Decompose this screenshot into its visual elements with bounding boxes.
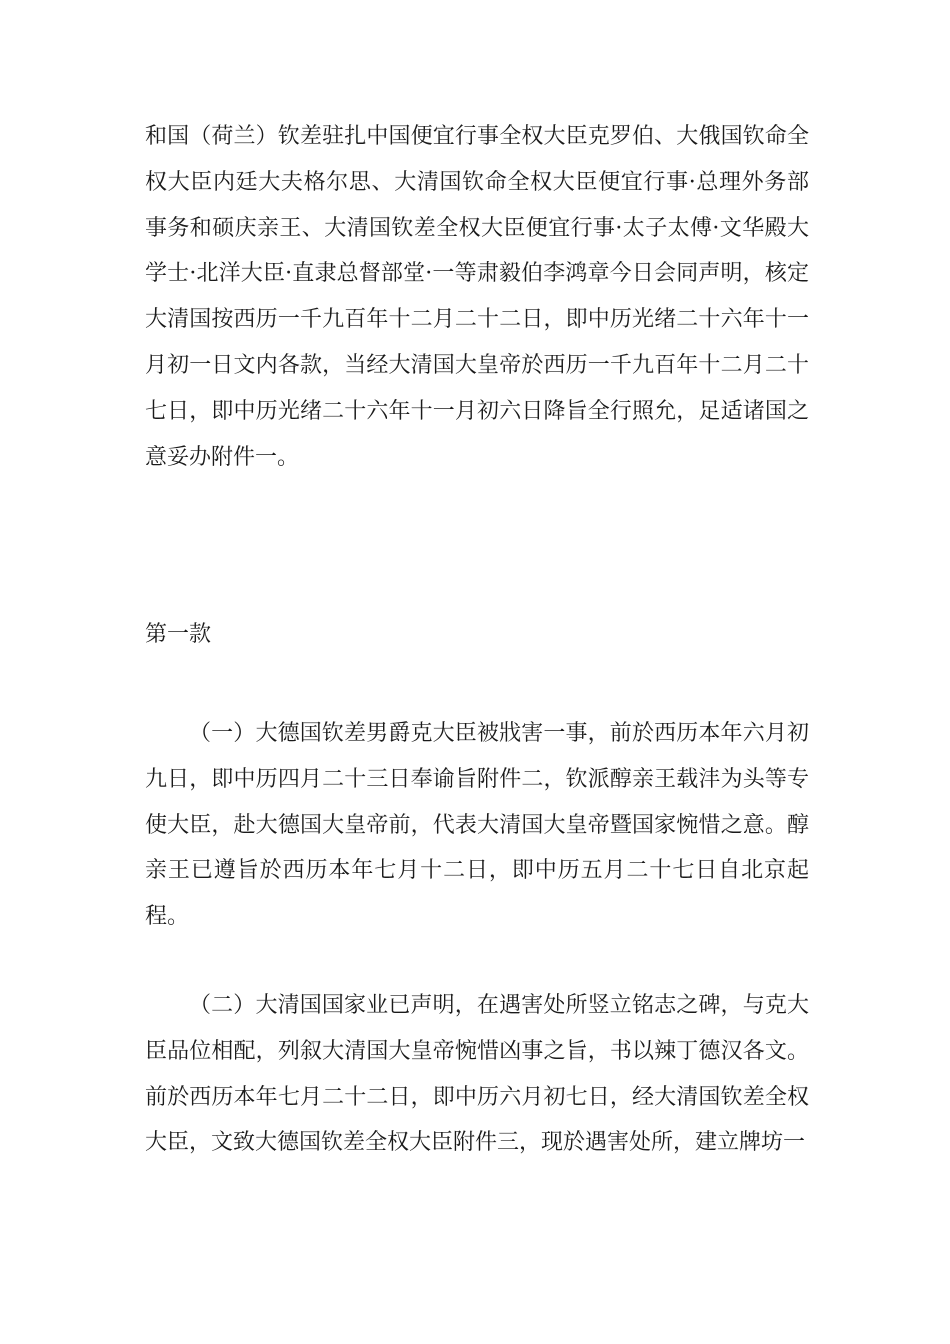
section-heading: 第一款 — [145, 622, 212, 647]
opening-paragraph: 和国（荷兰）钦差驻扎中国便宜行事全权大臣克罗伯、大俄国钦命全权大臣内廷大夫格尔思、大清国钦命全权大臣便宜行事·总理外务部事务和硕庆亲王、大清国钦差全权大臣便宜行事·太子太傅·文华殿大学士·北洋大臣·直隶总督部堂·一等肃毅伯李鸿章今日会同声明，核定大清国按西历一千九百年十二月二十二日，即中历光绪二十六年十一月初一日文内各款，当经大清国大皇帝於西历一千九百年十二月二十七日，即中历光绪二十六年十一月初六日降旨全行照允，足适诸国之意妥办附件一。 — [145, 124, 809, 470]
clause-two-paragraph: （二）大清国国家业已声明，在遇害处所竖立铭志之碑，与克大臣品位相配，列叙大清国大皇帝惋惜凶事之旨，书以辣丁德汉各文。前於西历本年七月二十二日，即中历六月初七日，经大清国钦差全权大臣，文致大德国钦差全权大臣附件三，现於遇害处所，建立牌坊一 — [145, 993, 809, 1156]
clause-one-paragraph: （一）大德国钦差男爵克大臣被戕害一事，前於西历本年六月初九日，即中历四月二十三日奉谕旨附件二，钦派醇亲王载沣为头等专使大臣，赴大德国大皇帝前，代表大清国大皇帝暨国家惋惜之意。醇亲王已遵旨於西历本年七月十二日，即中历五月二十七日自北京起程。 — [145, 721, 809, 930]
